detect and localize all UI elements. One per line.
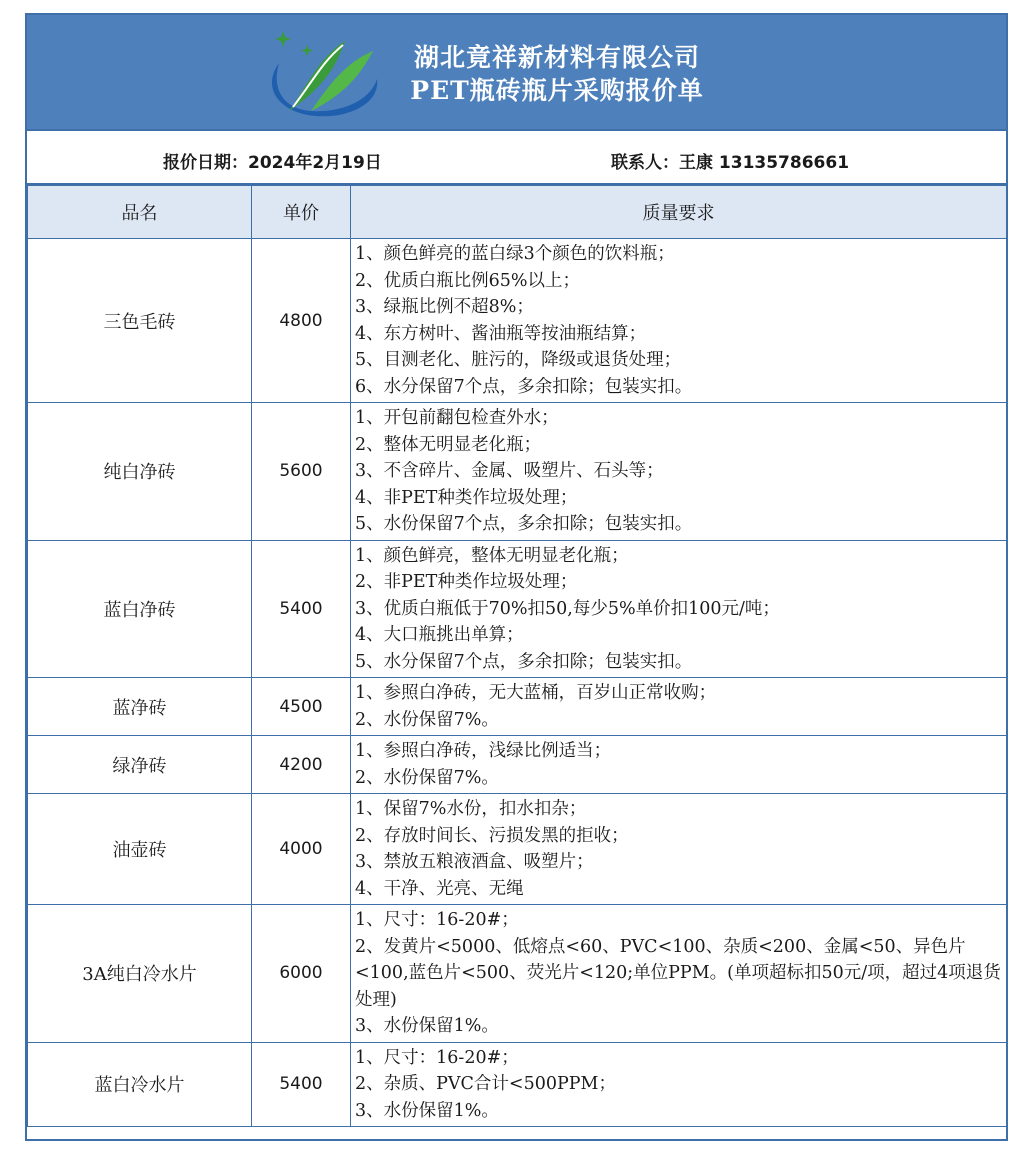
requirement-item: 5、水分保留7个点，多余扣除；包装实扣。 bbox=[355, 651, 693, 672]
quality-requirements bbox=[351, 794, 1007, 905]
requirement-item: 2、存放时间长、污损发黑的拒收； bbox=[355, 825, 629, 846]
product-price: 5400 bbox=[252, 1042, 351, 1127]
requirement-item: 3、禁放五粮液酒盒、吸塑片； bbox=[355, 852, 594, 872]
table-row bbox=[28, 794, 1007, 905]
requirement-item: 3、水份保留1%。 bbox=[355, 1100, 499, 1121]
product-price: 4000 bbox=[252, 794, 351, 905]
requirement-item: 1、颜色鲜亮的蓝白绿3个颜色的饮料瓶； bbox=[355, 244, 675, 264]
table-row bbox=[28, 540, 1007, 678]
requirement-item: 3、优质白瓶低于70%扣50,每少5%单价扣100元/吨； bbox=[355, 598, 780, 619]
requirement-item: 2、水份保留7%。 bbox=[355, 767, 499, 788]
product-price: 5600 bbox=[252, 403, 351, 541]
requirement-item: 2、优质白瓶比例65%以上； bbox=[355, 270, 581, 291]
requirement-item: 1、开包前翻包检查外水； bbox=[355, 408, 559, 428]
requirement-item: 2、非PET种类作垃圾处理； bbox=[355, 572, 578, 592]
requirement-item: 5、目测老化、脏污的，降级或退货处理； bbox=[355, 350, 682, 370]
column-header-name: 品名 bbox=[28, 186, 252, 239]
product-name: 油壶砖 bbox=[28, 794, 252, 905]
column-header-price: 单价 bbox=[252, 186, 351, 239]
header-banner bbox=[27, 15, 1006, 129]
company-name: 湖北竟祥新材料有限公司 bbox=[413, 43, 700, 72]
table-header-row bbox=[28, 186, 1007, 239]
requirement-item: 3、不含碎片、金属、吸塑片、石头等； bbox=[355, 461, 664, 481]
requirement-item: 2、发黄片<5000、低熔点<60、PVC<100、杂质<200、金属<50、异色片<100,蓝色片<500、荧光片<120;单位PPM。(单项超标扣50元/项，超过4项退货处理) bbox=[355, 936, 1001, 1010]
quality-requirements bbox=[351, 1042, 1007, 1127]
table-row bbox=[28, 239, 1007, 403]
requirement-item: 2、水份保留7%。 bbox=[355, 709, 499, 730]
product-name: 三色毛砖 bbox=[28, 239, 252, 403]
requirement-item: 1、尺寸：16-20#； bbox=[355, 1047, 519, 1068]
requirement-item: 1、尺寸：16-20#； bbox=[355, 910, 519, 930]
requirement-item: 4、干净、光亮、无绳 bbox=[355, 878, 524, 899]
document-title: PET瓶砖瓶片采购报价单 bbox=[410, 76, 704, 105]
product-name: 纯白净砖 bbox=[28, 403, 252, 541]
table-row bbox=[28, 403, 1007, 541]
product-price: 5400 bbox=[252, 540, 351, 678]
product-name: 绿净砖 bbox=[28, 736, 252, 794]
requirement-item: 1、参照白净砖，无大蓝桶，百岁山正常收购； bbox=[355, 683, 717, 703]
product-name: 蓝白冷水片 bbox=[28, 1042, 252, 1127]
requirement-item: 1、保留7%水份，扣水扣杂； bbox=[355, 799, 587, 819]
table-row bbox=[28, 678, 1007, 736]
table-row bbox=[28, 905, 1007, 1043]
table-row bbox=[28, 736, 1007, 794]
requirement-item: 5、水份保留7个点，多余扣除；包装实扣。 bbox=[355, 514, 693, 534]
requirement-item: 4、大口瓶挑出单算； bbox=[355, 625, 524, 645]
title-block bbox=[367, 41, 747, 107]
table-row bbox=[28, 1042, 1007, 1127]
product-price: 4500 bbox=[252, 678, 351, 736]
product-name: 3A纯白冷水片 bbox=[28, 905, 252, 1043]
price-table bbox=[27, 185, 1007, 1127]
quality-requirements bbox=[351, 736, 1007, 794]
requirement-item: 2、杂质、PVC合计<500PPM； bbox=[355, 1074, 616, 1094]
quality-requirements bbox=[351, 540, 1007, 678]
star-icon bbox=[301, 45, 313, 56]
quality-requirements bbox=[351, 403, 1007, 541]
quality-requirements bbox=[351, 678, 1007, 736]
requirement-item: 1、颜色鲜亮，整体无明显老化瓶； bbox=[355, 545, 629, 566]
star-icon bbox=[275, 31, 291, 47]
product-name: 蓝白净砖 bbox=[28, 540, 252, 678]
column-header-requirements: 质量要求 bbox=[351, 186, 1007, 239]
requirement-item: 4、非PET种类作垃圾处理； bbox=[355, 487, 578, 508]
requirement-item: 6、水分保留7个点，多余扣除；包装实扣。 bbox=[355, 376, 693, 397]
info-row bbox=[27, 129, 1006, 185]
requirement-item: 4、东方树叶、酱油瓶等按油瓶结算； bbox=[355, 323, 647, 344]
product-price: 6000 bbox=[252, 905, 351, 1043]
requirement-item: 3、绿瓶比例不超8%； bbox=[355, 297, 534, 317]
company-logo bbox=[249, 23, 381, 125]
product-price: 4200 bbox=[252, 736, 351, 794]
quote-date: 报价日期：2024年2月19日 bbox=[163, 153, 382, 173]
requirement-item: 1、参照白净砖，浅绿比例适当； bbox=[355, 741, 612, 761]
quality-requirements bbox=[351, 905, 1007, 1043]
contact-info: 联系人：王康 13135786661 bbox=[611, 153, 850, 173]
quality-requirements bbox=[351, 239, 1007, 403]
requirement-item: 2、整体无明显老化瓶； bbox=[355, 434, 542, 455]
requirement-item: 3、水份保留1%。 bbox=[355, 1016, 499, 1036]
quotation-sheet bbox=[25, 13, 1008, 1141]
product-price: 4800 bbox=[252, 239, 351, 403]
product-name: 蓝净砖 bbox=[28, 678, 252, 736]
